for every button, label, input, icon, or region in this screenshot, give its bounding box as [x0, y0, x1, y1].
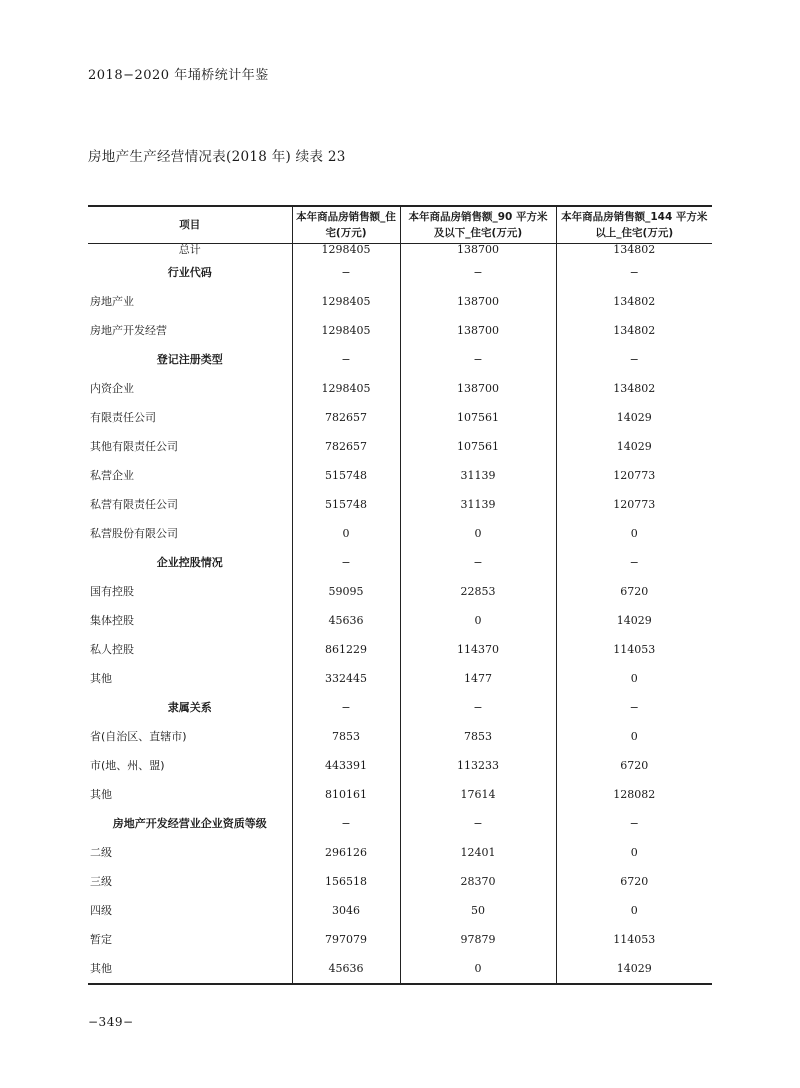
table-row	[88, 954, 712, 984]
category-label: 房地产开发经营业企业资质等级	[112, 817, 267, 830]
row-label: 总计	[178, 242, 201, 256]
category-row	[88, 345, 712, 374]
table-row	[88, 635, 712, 664]
table-row	[88, 287, 712, 316]
row-value: −	[292, 548, 400, 577]
row-value: −	[556, 693, 712, 722]
table-row	[88, 838, 712, 867]
row-label: 其他	[90, 788, 112, 801]
row-label: 私营企业	[90, 469, 134, 482]
row-value: −	[400, 345, 556, 374]
row-value: 3046	[292, 896, 400, 925]
row-label: 房地产开发经营	[90, 324, 167, 337]
table-row	[88, 577, 712, 606]
row-value: 443391	[292, 751, 400, 780]
row-value: 7853	[292, 722, 400, 751]
row-value: 1477	[400, 664, 556, 693]
column-header-sales-90sqm-below: 本年商品房销售额_90 平方米及以下_住宅(万元)	[400, 206, 556, 243]
row-value: −	[292, 258, 400, 287]
row-label: 集体控股	[90, 614, 134, 627]
row-value: −	[556, 548, 712, 577]
row-value: 114370	[400, 635, 556, 664]
row-value: −	[556, 345, 712, 374]
row-value: 31139	[400, 490, 556, 519]
table-row	[88, 519, 712, 548]
table-row	[88, 403, 712, 432]
row-label: 私营股份有限公司	[90, 527, 178, 540]
row-value: −	[292, 345, 400, 374]
column-header-total-sales: 本年商品房销售额_住宅(万元)	[292, 206, 400, 243]
row-value: 134802	[556, 287, 712, 316]
row-value: −	[400, 258, 556, 287]
column-header-sales-144sqm-above: 本年商品房销售额_144 平方米以上_住宅(万元)	[556, 206, 712, 243]
row-value: 156518	[292, 867, 400, 896]
row-label: 其他有限责任公司	[90, 440, 178, 453]
row-value: 810161	[292, 780, 400, 809]
row-value: 782657	[292, 432, 400, 461]
category-label: 登记注册类型	[156, 353, 223, 366]
row-label: 市(地、州、盟)	[90, 759, 165, 772]
row-value: −	[556, 258, 712, 287]
page-number: −349−	[88, 1015, 134, 1029]
row-label: 国有控股	[90, 585, 134, 598]
row-label: 私人控股	[90, 643, 134, 656]
row-value: 138700	[400, 316, 556, 345]
row-value: −	[292, 809, 400, 838]
row-value: 28370	[400, 867, 556, 896]
row-value: −	[400, 693, 556, 722]
row-value: 1298405	[292, 316, 400, 345]
row-label: 暂定	[90, 933, 112, 946]
row-value: 134802	[556, 374, 712, 403]
table-row	[88, 316, 712, 345]
row-value: 45636	[292, 606, 400, 635]
category-row	[88, 809, 712, 838]
table-row	[88, 722, 712, 751]
row-label: 房地产业	[90, 295, 134, 308]
row-value: 1298405	[292, 287, 400, 316]
table-row	[88, 664, 712, 693]
row-value: 0	[400, 606, 556, 635]
category-label: 隶属关系	[167, 701, 212, 714]
row-value: 114053	[556, 925, 712, 954]
table-row	[88, 751, 712, 780]
row-value: −	[400, 548, 556, 577]
row-value: 0	[556, 896, 712, 925]
row-value: 113233	[400, 751, 556, 780]
row-label: 私营有限责任公司	[90, 498, 178, 511]
category-label: 企业控股情况	[156, 556, 223, 569]
row-value: 138700	[400, 287, 556, 316]
category-row	[88, 548, 712, 577]
page-header: 2018−2020 年埇桥统计年鉴	[88, 68, 269, 83]
table-row	[88, 867, 712, 896]
row-value: 14029	[556, 432, 712, 461]
row-value: 138700	[400, 374, 556, 403]
row-value: 0	[556, 664, 712, 693]
row-value: 45636	[292, 954, 400, 984]
row-value: 134802	[556, 316, 712, 345]
row-label: 四级	[90, 904, 112, 917]
row-value: 861229	[292, 635, 400, 664]
row-value: 1298405	[292, 243, 400, 258]
row-value: 0	[556, 519, 712, 548]
table-row	[88, 925, 712, 954]
row-value: 1298405	[292, 374, 400, 403]
row-value: −	[400, 809, 556, 838]
row-value: 296126	[292, 838, 400, 867]
row-label: 二级	[90, 846, 112, 859]
row-value: 59095	[292, 577, 400, 606]
row-value: 17614	[400, 780, 556, 809]
category-label: 行业代码	[167, 266, 212, 279]
row-value: 120773	[556, 461, 712, 490]
row-label: 其他	[90, 672, 112, 685]
row-value: 14029	[556, 606, 712, 635]
row-label: 省(自治区、直辖市)	[90, 730, 187, 743]
table-row	[88, 896, 712, 925]
row-value: 114053	[556, 635, 712, 664]
row-value: 797079	[292, 925, 400, 954]
row-value: 6720	[556, 751, 712, 780]
row-value: 134802	[556, 243, 712, 258]
row-value: 6720	[556, 577, 712, 606]
column-header-item: 项目	[88, 206, 292, 243]
row-label: 其他	[88, 954, 292, 984]
row-value: 0	[556, 838, 712, 867]
row-value: 0	[292, 519, 400, 548]
row-value: 332445	[292, 664, 400, 693]
table-row	[88, 461, 712, 490]
row-value: 0	[556, 722, 712, 751]
row-value: −	[292, 693, 400, 722]
row-value: 0	[400, 519, 556, 548]
table-row	[88, 243, 712, 258]
row-value: 515748	[292, 461, 400, 490]
row-value: 14029	[556, 403, 712, 432]
row-value: 12401	[400, 838, 556, 867]
row-value: 515748	[292, 490, 400, 519]
row-value: 120773	[556, 490, 712, 519]
row-value: 0	[400, 954, 556, 984]
row-value: 107561	[400, 403, 556, 432]
row-label: 有限责任公司	[90, 411, 156, 424]
row-label: 三级	[90, 875, 112, 888]
table-row	[88, 780, 712, 809]
row-label: 内资企业	[90, 382, 134, 395]
table-row	[88, 490, 712, 519]
row-value: 14029	[556, 954, 712, 984]
row-value: 138700	[400, 243, 556, 258]
row-value: 782657	[292, 403, 400, 432]
category-row	[88, 258, 712, 287]
row-value: 22853	[400, 577, 556, 606]
table-header-row	[88, 206, 712, 243]
row-value: 6720	[556, 867, 712, 896]
table-title: 房地产生产经营情况表(2018 年) 续表 23	[88, 149, 346, 165]
row-value: 97879	[400, 925, 556, 954]
statistics-table	[88, 205, 712, 985]
table-row	[88, 374, 712, 403]
table-body	[88, 243, 712, 984]
row-value: 50	[400, 896, 556, 925]
row-value: −	[556, 809, 712, 838]
table-row	[88, 606, 712, 635]
row-value: 31139	[400, 461, 556, 490]
row-value: 128082	[556, 780, 712, 809]
row-value: 7853	[400, 722, 556, 751]
table-row	[88, 432, 712, 461]
row-value: 107561	[400, 432, 556, 461]
category-row	[88, 693, 712, 722]
